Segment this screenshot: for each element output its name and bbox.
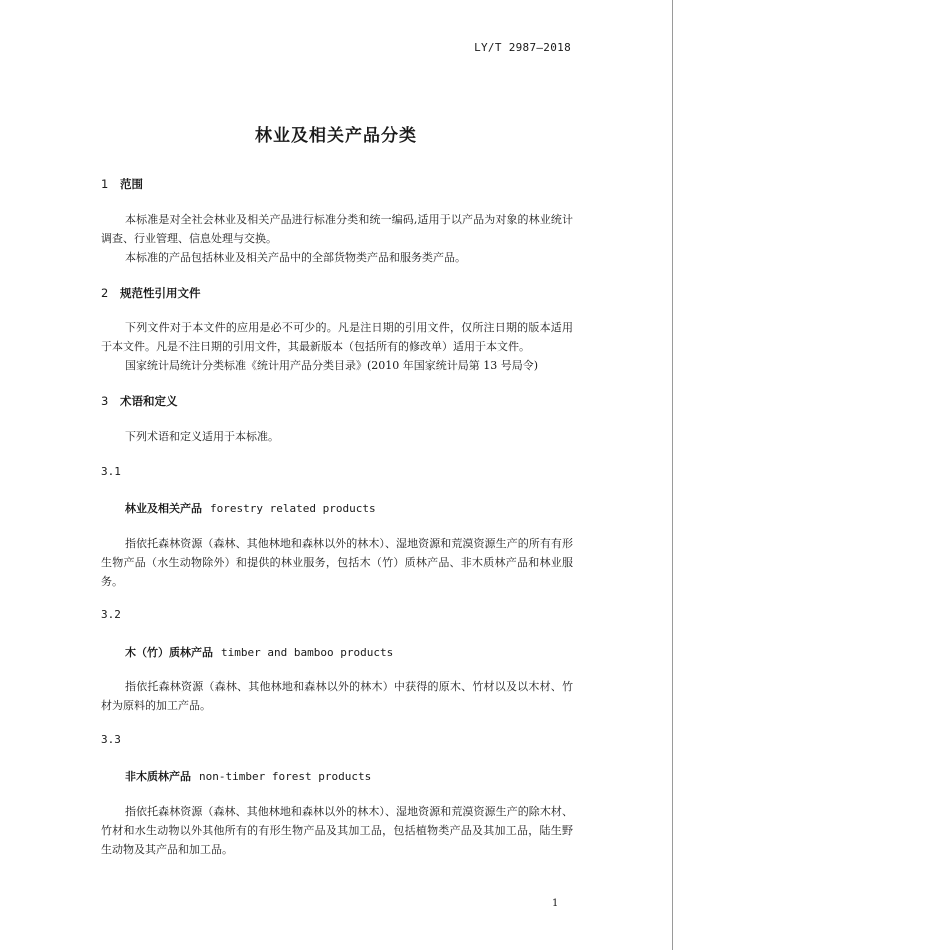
term-definition: 指依托森林资源（森林、其他林地和森林以外的林木）、湿地资源和荒漠资源生产的除木材、竹材和水生动物以外其他所有的有形生物产品及其加工品，包括植物类产品及其加工品，陆生野生动物及其产品和加工品。 — [101, 805, 573, 856]
term-definition: 指依托森林资源（森林、其他林地和森林以外的林木）中获得的原木、竹材以及以木材、竹材为原料的加工产品。 — [101, 680, 573, 712]
section-number: 2 — [101, 286, 109, 300]
section-heading-terms — [101, 393, 178, 409]
section-heading-references — [101, 285, 201, 301]
clause-number: 3.3 — [101, 733, 121, 746]
standard-code: LY/T 2987—2018 — [474, 41, 571, 54]
paragraph: 国家统计局统计分类标准《统计用产品分类目录》(2010 年国家统计局第 13 号局令) — [125, 359, 539, 372]
document-title: 林业及相关产品分类 — [255, 126, 417, 146]
section-number: 1 — [101, 177, 109, 191]
term-zh: 非木质林产品 — [125, 770, 191, 783]
term-heading — [125, 644, 393, 660]
clause-number: 3.2 — [101, 608, 121, 621]
term-en: non-timber forest products — [199, 770, 372, 783]
clause-number: 3.1 — [101, 465, 121, 478]
term-heading — [125, 768, 371, 784]
paragraph: 下列术语和定义适用于本标准。 — [125, 430, 279, 443]
section-number: 3 — [101, 394, 109, 408]
page-edge-divider — [672, 0, 673, 950]
term-definition: 指依托森林资源（森林、其他林地和森林以外的林木）、湿地资源和荒漠资源生产的所有有形生物产品（水生动物除外）和提供的林业服务，包括木（竹）质林产品、非木质林产品和林业服务。 — [101, 537, 573, 588]
paragraph: 本标准是对全社会林业及相关产品进行标准分类和统一编码,适用于以产品为对象的林业统计调查、行业管理、信息处理与交换。 — [101, 213, 573, 245]
section-title: 术语和定义 — [120, 394, 178, 408]
term-heading — [125, 500, 376, 516]
paragraph: 本标准的产品包括林业及相关产品中的全部货物类产品和服务类产品。 — [125, 251, 466, 264]
term-en: forestry related products — [210, 502, 376, 515]
term-en: timber and bamboo products — [221, 646, 394, 659]
page-number: 1 — [552, 898, 559, 909]
section-heading-scope — [101, 176, 143, 192]
term-zh: 林业及相关产品 — [125, 502, 202, 515]
paragraph: 下列文件对于本文件的应用是必不可少的。凡是注日期的引用文件，仅所注日期的版本适用于本文件。凡是不注日期的引用文件，其最新版本（包括所有的修改单）适用于本文件。 — [101, 321, 573, 353]
section-title: 规范性引用文件 — [120, 286, 201, 300]
term-zh: 木（竹）质林产品 — [125, 646, 213, 659]
section-title: 范围 — [120, 177, 143, 191]
